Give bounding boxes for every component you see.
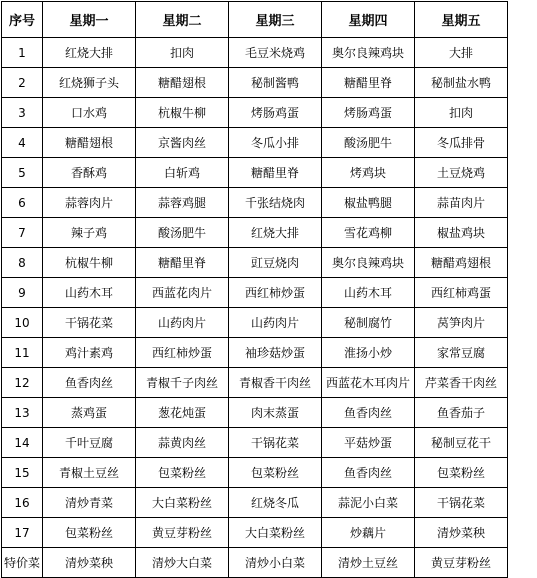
dish-cell: 冬瓜小排 bbox=[229, 128, 322, 158]
dish-cell: 红烧狮子头 bbox=[43, 68, 136, 98]
table-row bbox=[2, 518, 508, 548]
table-row bbox=[2, 458, 508, 488]
row-number: 4 bbox=[2, 128, 43, 158]
table-row bbox=[2, 218, 508, 248]
row-number: 1 bbox=[2, 38, 43, 68]
dish-cell: 平菇炒蛋 bbox=[322, 428, 415, 458]
dish-cell: 山药木耳 bbox=[322, 278, 415, 308]
table-row bbox=[2, 188, 508, 218]
dish-cell: 青椒香干肉丝 bbox=[229, 368, 322, 398]
row-number: 6 bbox=[2, 188, 43, 218]
dish-cell: 奥尔良辣鸡块 bbox=[322, 38, 415, 68]
dish-cell: 包菜粉丝 bbox=[136, 458, 229, 488]
dish-cell: 蒜泥小白菜 bbox=[322, 488, 415, 518]
dish-cell: 糖醋翅根 bbox=[43, 128, 136, 158]
dish-cell: 清炒土豆丝 bbox=[322, 548, 415, 578]
dish-cell: 白斩鸡 bbox=[136, 158, 229, 188]
dish-cell: 烤肠鸡蛋 bbox=[322, 98, 415, 128]
dish-cell: 西蓝花肉片 bbox=[136, 278, 229, 308]
dish-cell: 家常豆腐 bbox=[415, 338, 508, 368]
table-row bbox=[2, 248, 508, 278]
dish-cell: 蒜蓉肉片 bbox=[43, 188, 136, 218]
table-row bbox=[2, 398, 508, 428]
dish-cell: 雪花鸡柳 bbox=[322, 218, 415, 248]
header-day: 星期二 bbox=[136, 2, 229, 38]
row-number: 8 bbox=[2, 248, 43, 278]
row-number: 17 bbox=[2, 518, 43, 548]
dish-cell: 山药肉片 bbox=[229, 308, 322, 338]
dish-cell: 糖醋里脊 bbox=[229, 158, 322, 188]
dish-cell: 包菜粉丝 bbox=[415, 458, 508, 488]
dish-cell: 干锅花菜 bbox=[415, 488, 508, 518]
row-number: 特价菜 bbox=[2, 548, 43, 578]
table-row bbox=[2, 68, 508, 98]
dish-cell: 鱼香肉丝 bbox=[322, 458, 415, 488]
dish-cell: 西红柿炒蛋 bbox=[136, 338, 229, 368]
table-row bbox=[2, 278, 508, 308]
header-day: 星期五 bbox=[415, 2, 508, 38]
row-number: 14 bbox=[2, 428, 43, 458]
dish-cell: 椒盐鸡块 bbox=[415, 218, 508, 248]
dish-cell: 辣子鸡 bbox=[43, 218, 136, 248]
dish-cell: 扣肉 bbox=[136, 38, 229, 68]
dish-cell: 大白菜粉丝 bbox=[229, 518, 322, 548]
dish-cell: 口水鸡 bbox=[43, 98, 136, 128]
dish-cell: 包菜粉丝 bbox=[43, 518, 136, 548]
dish-cell: 蒜蓉鸡腿 bbox=[136, 188, 229, 218]
row-number: 10 bbox=[2, 308, 43, 338]
dish-cell: 清炒小白菜 bbox=[229, 548, 322, 578]
dish-cell: 蒜黄肉丝 bbox=[136, 428, 229, 458]
dish-cell: 千叶豆腐 bbox=[43, 428, 136, 458]
dish-cell: 杭椒牛柳 bbox=[136, 98, 229, 128]
dish-cell: 淮扬小炒 bbox=[322, 338, 415, 368]
dish-cell: 西蓝花木耳肉片 bbox=[322, 368, 415, 398]
table-row bbox=[2, 158, 508, 188]
dish-cell: 山药肉片 bbox=[136, 308, 229, 338]
table-row bbox=[2, 488, 508, 518]
dish-cell: 糖醋里脊 bbox=[322, 68, 415, 98]
row-number: 11 bbox=[2, 338, 43, 368]
table-row bbox=[2, 428, 508, 458]
dish-cell: 红烧大排 bbox=[229, 218, 322, 248]
dish-cell: 青椒千子肉丝 bbox=[136, 368, 229, 398]
dish-cell: 秘制酱鸭 bbox=[229, 68, 322, 98]
dish-cell: 烤鸡块 bbox=[322, 158, 415, 188]
dish-cell: 大白菜粉丝 bbox=[136, 488, 229, 518]
dish-cell: 秘制豆花干 bbox=[415, 428, 508, 458]
dish-cell: 酸汤肥牛 bbox=[322, 128, 415, 158]
row-number: 7 bbox=[2, 218, 43, 248]
table-row bbox=[2, 308, 508, 338]
dish-cell: 秘制腐竹 bbox=[322, 308, 415, 338]
dish-cell: 毛豆米烧鸡 bbox=[229, 38, 322, 68]
dish-cell: 袖珍菇炒蛋 bbox=[229, 338, 322, 368]
row-number: 12 bbox=[2, 368, 43, 398]
dish-cell: 香酥鸡 bbox=[43, 158, 136, 188]
dish-cell: 酸汤肥牛 bbox=[136, 218, 229, 248]
dish-cell: 烤肠鸡蛋 bbox=[229, 98, 322, 128]
dish-cell: 京酱肉丝 bbox=[136, 128, 229, 158]
dish-cell: 蒜苗肉片 bbox=[415, 188, 508, 218]
dish-cell: 大排 bbox=[415, 38, 508, 68]
dish-cell: 干锅花菜 bbox=[229, 428, 322, 458]
dish-cell: 糖醋鸡翅根 bbox=[415, 248, 508, 278]
table-row bbox=[2, 548, 508, 578]
dish-cell: 肉末蒸蛋 bbox=[229, 398, 322, 428]
dish-cell: 鱼香茄子 bbox=[415, 398, 508, 428]
dish-cell: 清炒菜秧 bbox=[43, 548, 136, 578]
header-seq: 序号 bbox=[2, 2, 43, 38]
dish-cell: 糖醋里脊 bbox=[136, 248, 229, 278]
weekly-menu-table bbox=[1, 1, 508, 578]
dish-cell: 扣肉 bbox=[415, 98, 508, 128]
table-row bbox=[2, 38, 508, 68]
header-day: 星期三 bbox=[229, 2, 322, 38]
dish-cell: 红烧冬瓜 bbox=[229, 488, 322, 518]
dish-cell: 杭椒牛柳 bbox=[43, 248, 136, 278]
dish-cell: 青椒土豆丝 bbox=[43, 458, 136, 488]
dish-cell: 干锅花菜 bbox=[43, 308, 136, 338]
row-number: 5 bbox=[2, 158, 43, 188]
dish-cell: 豇豆烧肉 bbox=[229, 248, 322, 278]
dish-cell: 鱼香肉丝 bbox=[322, 398, 415, 428]
table-row bbox=[2, 368, 508, 398]
row-number: 2 bbox=[2, 68, 43, 98]
table-row bbox=[2, 98, 508, 128]
dish-cell: 土豆烧鸡 bbox=[415, 158, 508, 188]
dish-cell: 鸡汁素鸡 bbox=[43, 338, 136, 368]
dish-cell: 葱花炖蛋 bbox=[136, 398, 229, 428]
dish-cell: 黄豆芽粉丝 bbox=[136, 518, 229, 548]
dish-cell: 包菜粉丝 bbox=[229, 458, 322, 488]
dish-cell: 椒盐鸭腿 bbox=[322, 188, 415, 218]
dish-cell: 西红柿鸡蛋 bbox=[415, 278, 508, 308]
dish-cell: 莴笋肉片 bbox=[415, 308, 508, 338]
dish-cell: 奥尔良辣鸡块 bbox=[322, 248, 415, 278]
dish-cell: 清炒大白菜 bbox=[136, 548, 229, 578]
header-day: 星期一 bbox=[43, 2, 136, 38]
dish-cell: 炒藕片 bbox=[322, 518, 415, 548]
dish-cell: 清炒青菜 bbox=[43, 488, 136, 518]
dish-cell: 千张结烧肉 bbox=[229, 188, 322, 218]
dish-cell: 芹菜香干肉丝 bbox=[415, 368, 508, 398]
dish-cell: 西红柿炒蛋 bbox=[229, 278, 322, 308]
dish-cell: 冬瓜排骨 bbox=[415, 128, 508, 158]
dish-cell: 清炒菜秧 bbox=[415, 518, 508, 548]
table-row bbox=[2, 338, 508, 368]
dish-cell: 黄豆芽粉丝 bbox=[415, 548, 508, 578]
row-number: 13 bbox=[2, 398, 43, 428]
dish-cell: 鱼香肉丝 bbox=[43, 368, 136, 398]
row-number: 3 bbox=[2, 98, 43, 128]
row-number: 15 bbox=[2, 458, 43, 488]
menu-sheet bbox=[1, 1, 508, 578]
header-day: 星期四 bbox=[322, 2, 415, 38]
dish-cell: 秘制盐水鸭 bbox=[415, 68, 508, 98]
table-row bbox=[2, 128, 508, 158]
dish-cell: 红烧大排 bbox=[43, 38, 136, 68]
menu-body bbox=[2, 38, 508, 578]
header-row bbox=[2, 2, 508, 38]
dish-cell: 蒸鸡蛋 bbox=[43, 398, 136, 428]
dish-cell: 山药木耳 bbox=[43, 278, 136, 308]
dish-cell: 糖醋翅根 bbox=[136, 68, 229, 98]
row-number: 9 bbox=[2, 278, 43, 308]
row-number: 16 bbox=[2, 488, 43, 518]
